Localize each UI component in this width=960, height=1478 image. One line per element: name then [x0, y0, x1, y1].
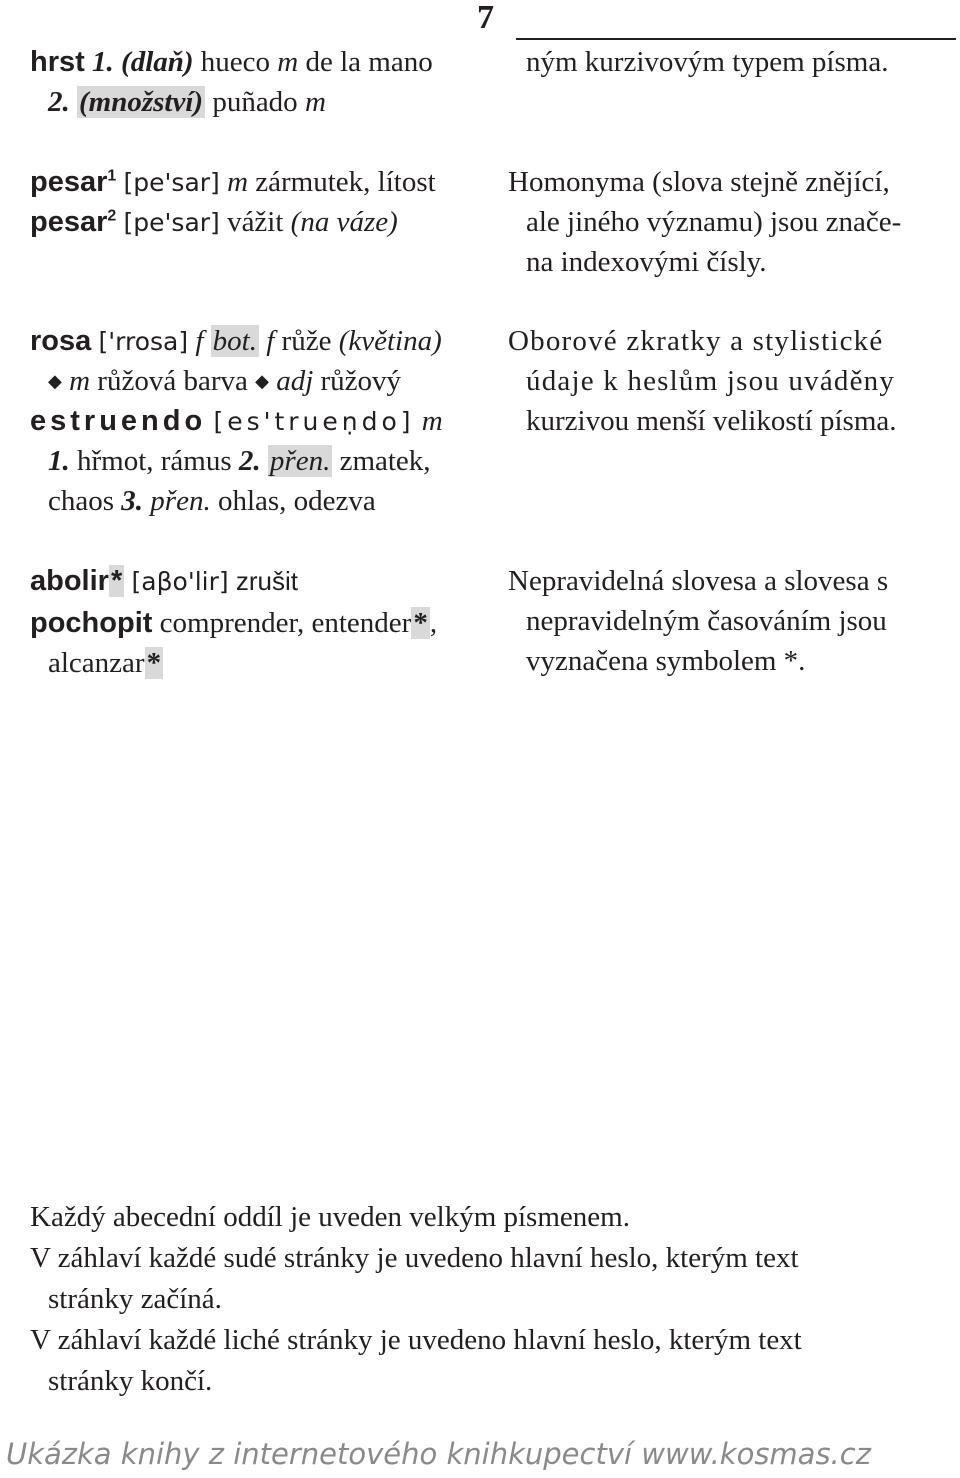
translation: zármutek, lítost: [255, 166, 436, 198]
headword: pesar: [30, 206, 108, 238]
homonym-index: 2: [107, 207, 117, 225]
note-line: V záhlaví každé sudé stránky je uvedeno hlavní heslo, kterým text: [30, 1242, 799, 1274]
diamond-icon: ◆: [255, 371, 269, 391]
sense-number: 1.: [92, 46, 114, 78]
explanation-line: Oborové zkratky a stylistické: [508, 325, 884, 357]
explanation-line: kurzivou menší velikostí písma.: [526, 405, 897, 437]
explanation-line: nepravidelným časováním jsou: [526, 605, 887, 637]
entry-line: [30, 162, 436, 203]
translation: růžová barva: [97, 365, 248, 397]
translation: hueco: [200, 46, 271, 78]
punctuation: ,: [429, 607, 438, 639]
gender: m: [304, 86, 326, 118]
gender: f: [266, 325, 275, 357]
sense-number: 3.: [121, 485, 144, 517]
pronunciation: [aβo'lir]: [131, 567, 229, 596]
translation: hřmot, rámus: [77, 445, 232, 477]
part-of-speech: adj: [276, 365, 314, 397]
field-label: přen.: [269, 445, 331, 477]
page-number: 7: [477, 0, 494, 36]
entry-line: [48, 361, 401, 401]
usage-note: (květina): [338, 325, 442, 357]
footer-watermark: Ukázka knihy z internetového knihkupectví www.kosmas.cz: [6, 1437, 871, 1471]
entry-line: [30, 42, 433, 82]
entry-line: [48, 481, 376, 521]
sense-number: 1.: [48, 445, 70, 477]
sense-number: 2.: [48, 86, 70, 118]
gender: m: [69, 365, 91, 397]
pronunciation: ['rrosa]: [98, 327, 189, 356]
note-line: V záhlaví každé liché stránky je uvedeno hlavní heslo, kterým text: [30, 1324, 802, 1356]
translation: vážit: [227, 206, 284, 238]
diamond-icon: ◆: [48, 371, 62, 391]
entry-line: [30, 401, 443, 442]
headword: hrst: [30, 46, 85, 78]
entry-line: [30, 603, 437, 643]
translation: zmatek,: [339, 445, 431, 477]
gender: m: [421, 405, 443, 437]
sense-number: 2.: [238, 445, 261, 477]
translation: růžový: [320, 365, 402, 397]
header-rule: [516, 38, 956, 40]
explanation-line: údaje k heslům jsou uváděny: [526, 365, 896, 397]
entry-line: [48, 643, 163, 683]
field-label: přen.: [150, 485, 211, 517]
note-line: Každý abecední oddíl je uveden velkým písmenem.: [30, 1201, 630, 1233]
translation: puñado: [212, 86, 298, 118]
pronunciation: [pe'sar]: [123, 168, 220, 197]
explanation-line: ale jiného významu) jsou znače-: [526, 206, 902, 238]
entry-line: [30, 561, 298, 602]
explanation-line: vyznačena symbolem *.: [526, 645, 806, 677]
gender: f: [195, 325, 204, 357]
explanation-line: Nepravidelná slovesa a slovesa s: [508, 565, 889, 597]
entry-line: [30, 202, 398, 243]
gender: m: [277, 46, 299, 78]
usage-note: (na váze): [290, 206, 398, 238]
translation: zrušit: [235, 566, 299, 596]
explanation-italic-continuation: ným kurzivovým typem písma.: [526, 46, 889, 78]
explanation-line: na indexovými čísly.: [526, 246, 767, 278]
entry-line: [48, 441, 431, 481]
field-label: bot.: [212, 325, 257, 357]
headword: pochopit: [30, 607, 153, 639]
translation: alcanzar: [48, 647, 145, 679]
translation: chaos: [48, 485, 115, 517]
headword: estruendo: [30, 405, 207, 437]
homonym-index: 1: [107, 167, 117, 185]
irregular-marker: *: [110, 565, 123, 597]
irregular-marker: *: [413, 607, 428, 639]
pronunciation: [es'trueṇdo]: [213, 407, 415, 436]
translation-tail: de la mano: [305, 46, 433, 78]
entry-line: [48, 82, 326, 122]
headword: pesar: [30, 166, 108, 198]
explanation-line: Homonyma (slova stejně znějící,: [508, 166, 890, 198]
translation: růže: [281, 325, 332, 357]
note-line: stránky začíná.: [48, 1283, 222, 1315]
translation: ohlas, odezva: [217, 485, 376, 517]
entry-line: [30, 321, 442, 362]
irregular-marker: *: [146, 647, 162, 679]
headword: abolir: [30, 565, 109, 597]
translation: comprender, entender: [159, 607, 412, 639]
headword: rosa: [30, 325, 92, 357]
sense-label: (množství): [79, 86, 204, 118]
pronunciation: [pe'sar]: [123, 208, 220, 237]
note-line: stránky končí.: [48, 1365, 213, 1397]
sense-label: (dlaň): [121, 46, 194, 78]
gender: m: [227, 166, 249, 198]
